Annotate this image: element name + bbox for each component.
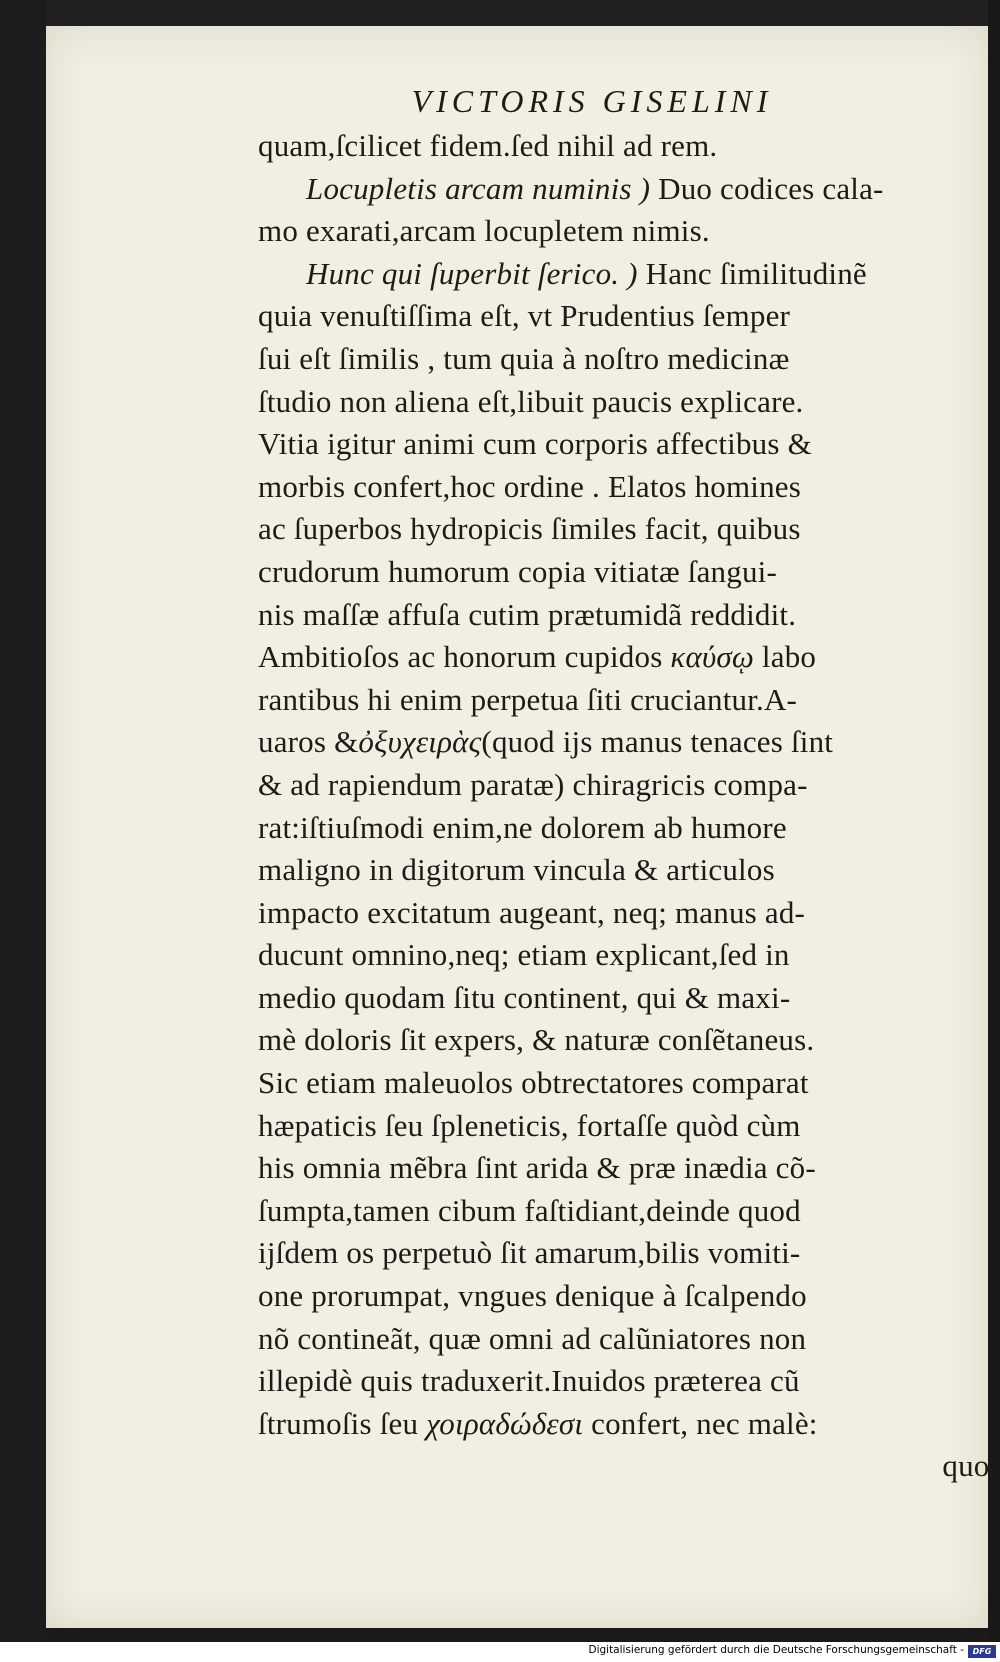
text-line [258,168,1000,211]
text-line [258,295,1000,338]
text-span: ſui eſt ſimilis , tum quia à noſtro medicinæ [258,340,790,376]
italic-text-span: Hunc qui ſuperbit ſerico. ) [306,255,638,291]
text-span: morbis confert,hoc ordine . Elatos homines [258,468,802,504]
text-span: Vitia igitur animi cum corporis affectibus & [258,426,812,462]
italic-text-span: καύσῳ [670,639,754,675]
text-line [258,1403,1000,1446]
text-line [258,210,1000,253]
text-span: mo exarati,arcam locupletem nimis. [258,213,710,249]
digitization-footer [0,1642,1000,1662]
text-span: medio quodam ſitu continent, qui & maxi- [258,979,791,1015]
text-line [258,1147,1000,1190]
text-line [258,338,1000,381]
italic-text-span: χοιραδώδεσι [426,1405,584,1441]
text-span: his omnia mẽbra ſint arida & præ inædia cõ- [258,1150,816,1186]
text-span: confert, nec malè: [583,1405,818,1441]
running-head: VICTORIS GISELINI [411,83,773,119]
text-line [258,423,1000,466]
text-line [258,125,1000,168]
text-line [258,1232,1000,1275]
text-span: ſtrumoſis ſeu [258,1405,427,1441]
catchword: quo- [942,1448,1000,1484]
text-span: quia venuſtiſſima eſt, vt Prudentius ſemper [258,298,791,334]
text-line [258,721,1000,764]
text-line [258,636,1000,679]
text-span: nõ contineãt, quæ omni ad calũniatores non [258,1320,807,1356]
text-line [258,508,1000,551]
text-span: rat:iſtiuſmodi enim,ne dolorem ab humore [258,809,787,845]
text-line [258,807,1000,850]
dfg-logo: DFG [968,1645,996,1658]
text-span: ſtudio non aliena eſt,libuit paucis explicare. [258,383,804,419]
text-span: quam,ſcilicet fidem.ſed nihil ad rem. [258,128,718,163]
text-line [258,764,1000,807]
text-line [258,1019,1000,1062]
text-span: maligno in digitorum vincula & articulos [258,852,775,888]
text-span: crudorum humorum copia vitiatæ ſangui- [258,553,777,589]
text-span: & ad rapiendum paratæ) chiragricis compa- [258,766,808,802]
text-line [258,1062,1000,1105]
text-span: hæpaticis ſeu ſpleneticis, fortaſſe quòd cùm [258,1107,801,1143]
body-text [258,125,1000,1445]
text-span: nis maſſæ affuſa cutim prætumidã reddidit. [258,596,797,632]
text-line [258,1360,1000,1403]
text-line [258,551,1000,594]
text-line [258,1190,1000,1233]
text-span: Duo codices cala- [650,170,884,206]
text-line [258,1275,1000,1318]
text-span: Ambitioſos ac honorum cupidos [258,639,671,675]
text-line [258,1105,1000,1148]
text-line [258,977,1000,1020]
text-span: uaros & [258,724,359,760]
italic-text-span: Locupletis arcam numinis ) [306,170,651,206]
text-line [258,679,1000,722]
text-line [258,381,1000,424]
text-span: mè doloris ſit expers, & naturæ conſẽtaneus. [258,1022,815,1058]
text-span: labo [753,639,817,675]
scan-left-margin [0,0,46,1662]
text-line [258,466,1000,509]
text-span: (quod ijs manus tenaces ſint [481,724,834,760]
text-line [258,849,1000,892]
text-span: illepidè quis traduxerit.Inuidos præterea cũ [258,1363,800,1399]
text-line [258,253,1000,296]
text-span: ſumpta,tamen cibum faſtidiant,deinde quod [258,1192,801,1228]
text-line [258,1318,1000,1361]
text-span: ac ſuperbos hydropicis ſimiles facit, quibus [258,511,801,547]
text-span: ducunt omnino,neq; etiam explicant,ſed in [258,937,790,973]
text-span: rantibus hi enim perpetua ſiti cruciantur.A- [258,681,798,717]
text-span: Sic etiam maleuolos obtrectatores comparat [258,1065,809,1101]
text-span: ijſdem os perpetuò ſit amarum,bilis vomiti- [258,1235,801,1271]
text-line [258,934,1000,977]
text-line [258,594,1000,637]
funding-credit: Digitalisierung gefördert durch die Deutsche Forschungsgemeinschaft - [588,1644,964,1656]
text-span: one prorumpat, vngues denique à ſcalpendo [258,1278,807,1314]
text-span: impacto excitatum augeant, neq; manus ad- [258,894,806,930]
book-page [46,26,1000,1628]
text-span: Hanc ſimilitudinẽ [637,255,867,291]
italic-text-span: ὀξυχειρὰς [358,724,482,760]
text-line [258,892,1000,935]
page-text-block [258,81,1000,1488]
